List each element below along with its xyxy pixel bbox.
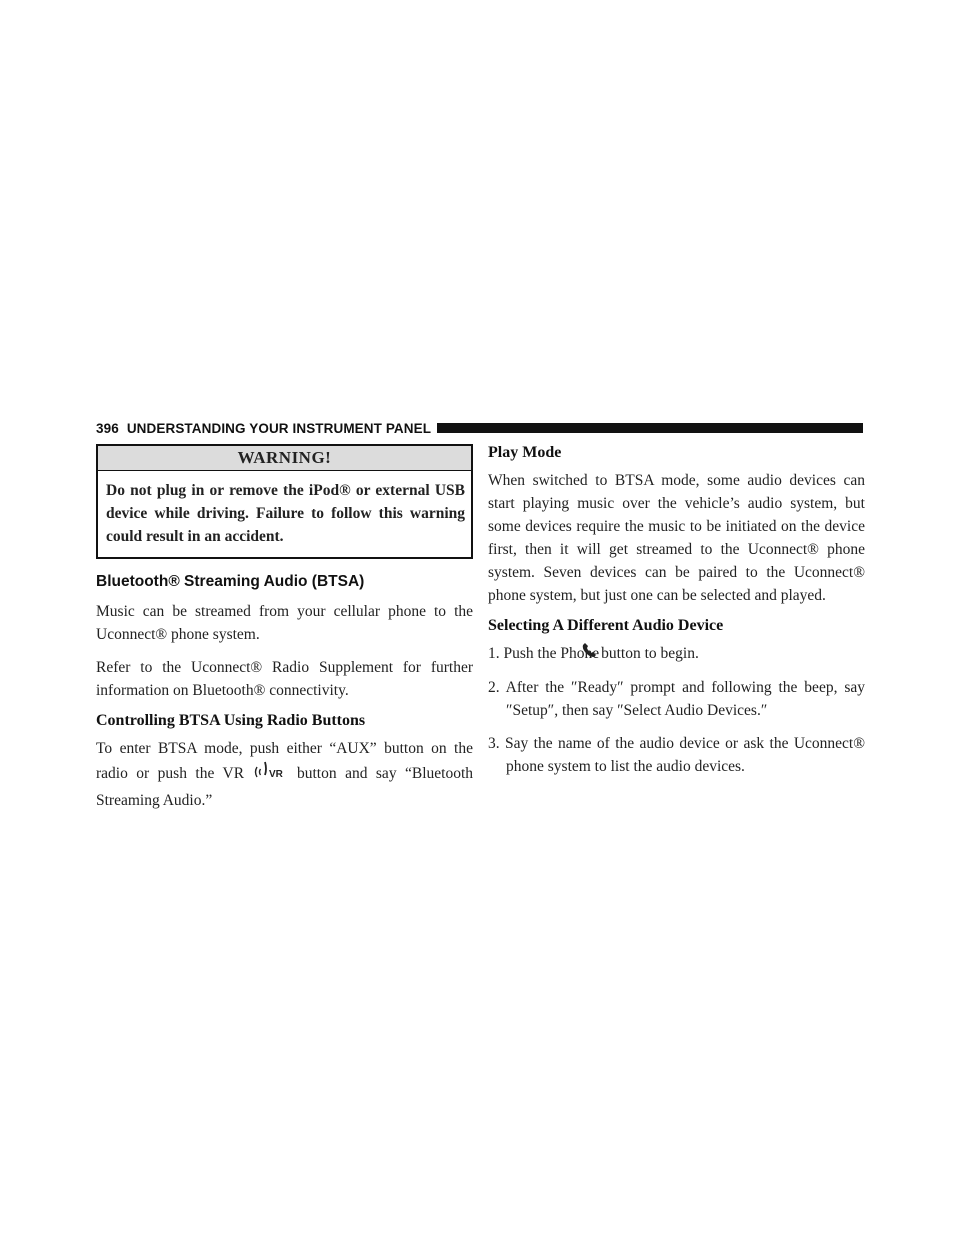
page-header: [96, 418, 863, 438]
header-rule: [437, 423, 863, 433]
voice-recognition-icon: [253, 760, 289, 789]
page-number: 396: [96, 420, 119, 436]
warning-text: Do not plug in or remove the iPod® or external USB device while driving. Failure to follow this warning could result in an accident.: [106, 482, 465, 545]
controlling-heading: Controlling BTSA Using Radio Buttons: [96, 712, 366, 729]
step-1-text-1: 1. Push the Phone: [488, 645, 600, 662]
right-column: [488, 444, 865, 788]
section-title: UNDERSTANDING YOUR INSTRUMENT PANEL: [126, 420, 432, 436]
btsa-paragraph-1: Music can be streamed from your cellular phone to the Uconnect® phone system.: [96, 603, 473, 643]
btsa-heading: Bluetooth® Streaming Audio (BTSA): [96, 573, 365, 590]
list-item-step-3: 3. Say the name of the audio device or ask the Uconnect® phone system to list the audio devices.: [488, 734, 865, 775]
btsa-paragraph-2: Refer to the Uconnect® Radio Supplement for further information on Bluetooth® connectivity.: [96, 659, 473, 699]
play-mode-paragraph: When switched to BTSA mode, some audio devices can start playing music over the vehicle’s audio system, but some devices require the music to be initiated on the device first, then it will get streamed to the Uconnect® phone system. Seven devices can be paired to the Uconnect® phone system, but just one can be selected and played.: [488, 472, 865, 604]
controlling-text-2: button and say “Bluetooth Streaming Audio.”: [96, 765, 474, 809]
warning-title: WARNING!: [98, 446, 471, 471]
list-item-step-1: [488, 642, 865, 666]
left-column: [96, 444, 473, 822]
selecting-heading: Selecting A Different Audio Device: [488, 617, 724, 634]
controlling-text-1: To enter BTSA mode, push either “AUX” button on the radio or push the VR: [96, 740, 473, 783]
step-1-text-2: button to begin.: [601, 645, 699, 662]
list-item-step-2: 2. After the ″Ready″ prompt and following the beep, say ″Setup″, then say ″Select Audio Devices.″: [488, 678, 865, 719]
play-mode-heading: Play Mode: [488, 444, 562, 461]
warning-box: [96, 444, 473, 559]
controlling-paragraph: [96, 737, 473, 812]
svg-text:VR: VR: [268, 769, 283, 780]
